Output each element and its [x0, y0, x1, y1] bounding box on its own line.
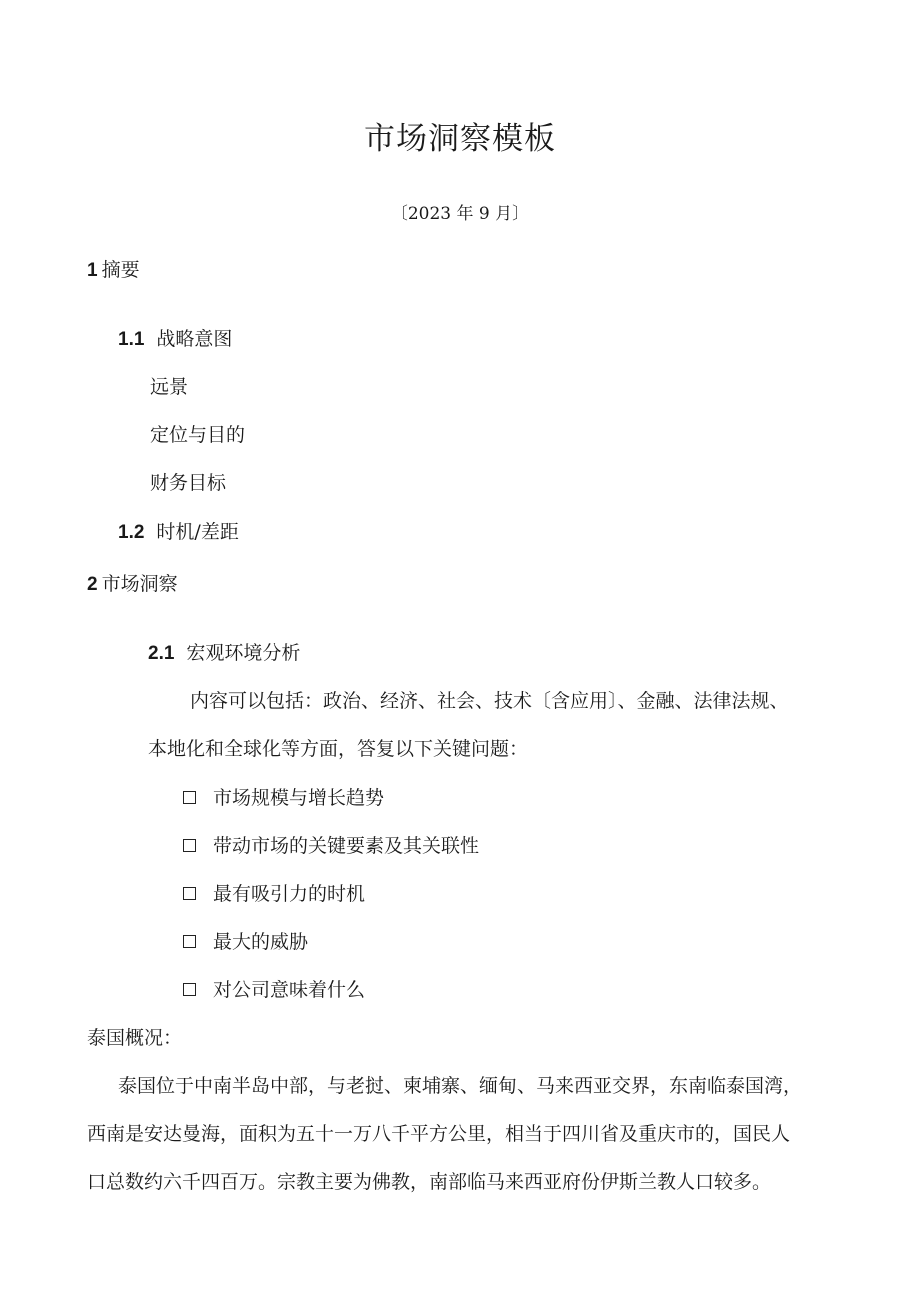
- checkbox-icon: [183, 887, 196, 900]
- paragraph-line-2: 本地化和全球化等方面，答复以下关键问题：: [148, 738, 529, 760]
- thailand-paragraph-line-3: 口总数约六千四百万。宗教主要为佛教，南部临马来西亚府份伊斯兰教人口较多。: [87, 1171, 772, 1193]
- checklist-label: 带动市场的关键要素及其关联性: [213, 835, 480, 857]
- section-1-1-number: 1.1: [118, 329, 145, 350]
- section-2-1-number: 2.1: [148, 643, 175, 664]
- checklist-label: 最有吸引力的时机: [213, 883, 366, 905]
- section-1-title: 摘要: [101, 259, 140, 281]
- list-item-positioning: 定位与目的: [150, 424, 246, 446]
- section-1-2-title: 时机/差距: [156, 521, 239, 543]
- thailand-paragraph-line-1: 泰国位于中南半岛中部，与老挝、柬埔寨、缅甸、马来西亚交界，东南临泰国湾，: [118, 1075, 803, 1097]
- section-1-1-title: 战略意图: [156, 328, 233, 350]
- list-item-vision: 远景: [150, 376, 189, 398]
- checkbox-icon: [183, 839, 196, 852]
- section-2-heading: [87, 575, 178, 594]
- thailand-paragraph-line-2: 西南是安达曼海，面积为五十一万八千平方公里，相当于四川省及重庆市的，国民人: [87, 1123, 791, 1145]
- paragraph-line-1: 内容可以包括：政治、经济、社会、技术〔含应用〕、金融、法律法规、: [190, 690, 789, 712]
- checkbox-icon: [183, 935, 196, 948]
- document-title: 市场洞察模板: [364, 121, 556, 157]
- section-1-number: 1: [87, 260, 98, 281]
- checklist-label: 最大的威胁: [213, 931, 309, 953]
- section-1-heading: [87, 261, 140, 280]
- document-date: 〔2023 年 9 月〕: [390, 204, 530, 224]
- section-2-1-title: 宏观环境分析: [186, 642, 301, 664]
- checklist-item: [183, 789, 384, 808]
- list-item-financial-goals: 财务目标: [150, 472, 227, 494]
- checkbox-icon: [183, 791, 196, 804]
- checklist-label: 对公司意味着什么: [213, 979, 366, 1001]
- checklist-label: 市场规模与增长趋势: [213, 787, 385, 809]
- section-2-title: 市场洞察: [101, 573, 178, 595]
- section-2-1-heading: [148, 644, 300, 663]
- checklist-item: [183, 933, 308, 952]
- checkbox-icon: [183, 983, 196, 996]
- section-1-2-number: 1.2: [118, 522, 145, 543]
- section-1-1-heading: [118, 330, 232, 349]
- section-1-2-heading: [118, 523, 239, 542]
- section-2-number: 2: [87, 574, 98, 595]
- checklist-item: [183, 885, 365, 904]
- thailand-heading: 泰国概况：: [87, 1027, 183, 1049]
- checklist-item: [183, 981, 365, 1000]
- checklist-item: [183, 837, 479, 856]
